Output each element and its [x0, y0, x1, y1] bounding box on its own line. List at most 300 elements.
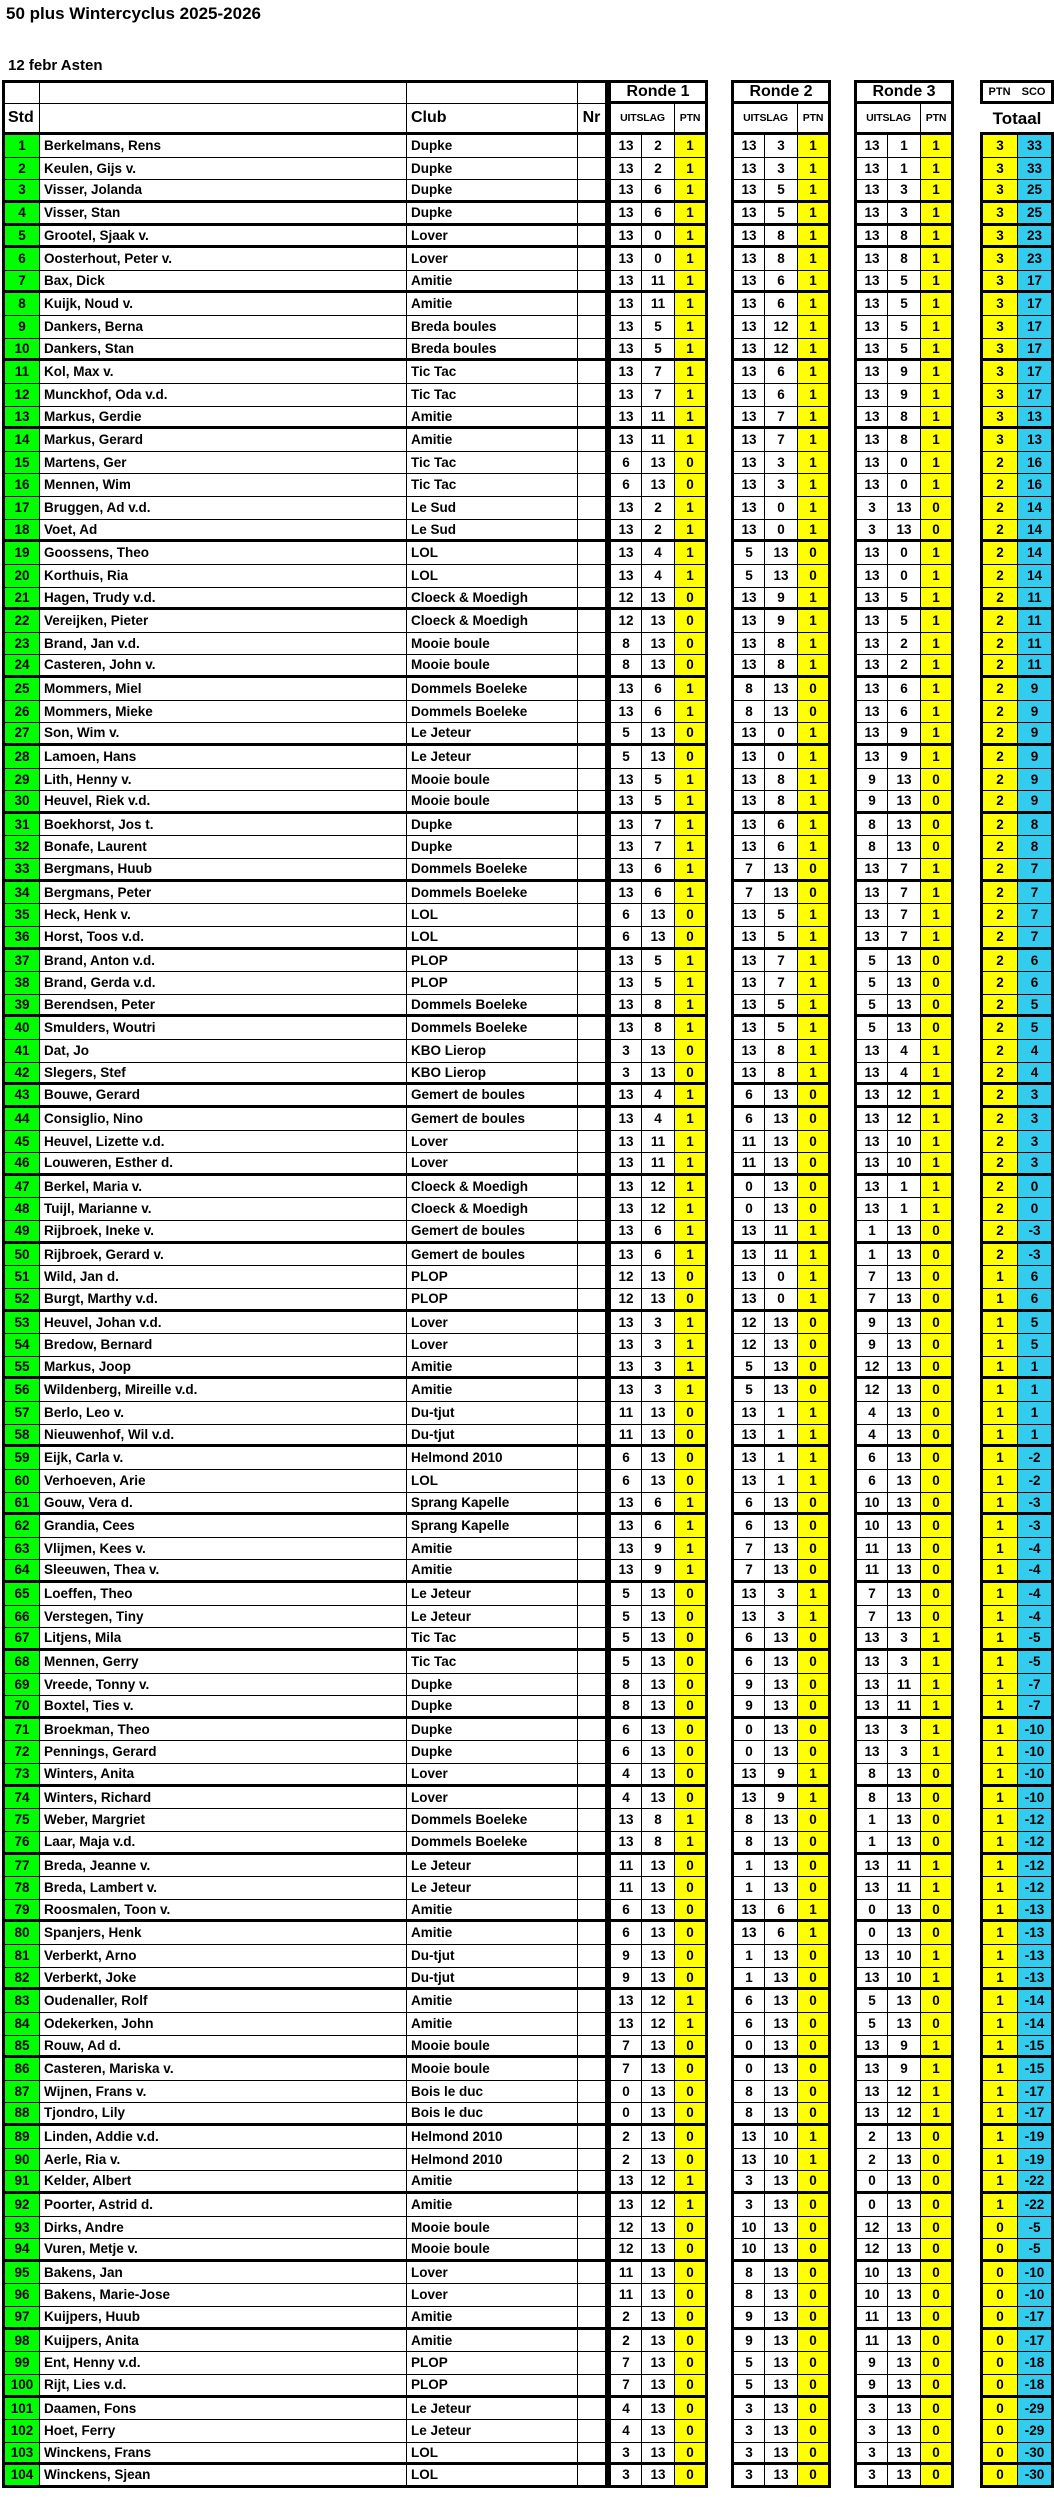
ronde2-ptn-cell: 1 [798, 1017, 831, 1040]
ronde1-ptn-cell: 0 [675, 2330, 708, 2353]
ronde1-uitslag-tegen-cell: 11 [642, 271, 675, 294]
ronde2-uitslag-tegen-cell: 13 [765, 1153, 798, 1176]
ronde1-ptn-cell: 0 [675, 1266, 708, 1289]
std-cell: 11 [2, 361, 40, 384]
totaal-sco-cell: 7 [1018, 904, 1054, 927]
totaal-sco-cell: 25 [1018, 180, 1054, 203]
totaal-ptn-cell: 1 [980, 2058, 1018, 2081]
ronde2-uitslag-tegen-cell: 13 [765, 1131, 798, 1154]
ronde1-ptn-cell: 1 [675, 429, 708, 452]
nr-cell [578, 1017, 608, 1040]
ronde1-ptn-cell: 1 [675, 701, 708, 724]
std-cell: 82 [2, 1968, 40, 1991]
ronde3-uitslag-tegen-cell: 13 [888, 1402, 921, 1425]
club-cell: PLOP [407, 950, 578, 973]
nr-cell [578, 655, 608, 678]
ronde1-uitslag-tegen-cell: 13 [642, 1719, 675, 1742]
ronde1-uitslag-tegen-cell: 13 [642, 2149, 675, 2172]
nr-cell [578, 1447, 608, 1470]
ronde1-uitslag-voor-cell: 9 [608, 1968, 642, 1991]
ronde2-ptn-cell: 1 [798, 452, 831, 475]
nr-cell [578, 610, 608, 633]
ronde3-uitslag-tegen-cell: 13 [888, 2330, 921, 2353]
ronde3-ptn-cell: 0 [921, 791, 954, 814]
ronde3-uitslag-tegen-cell: 13 [888, 1017, 921, 1040]
ronde1-ptn-cell: 0 [675, 1719, 708, 1742]
ronde2-uitslag-voor-cell: 13 [731, 2149, 765, 2172]
ronde3-uitslag-tegen-cell: 13 [888, 1447, 921, 1470]
ronde3-uitslag-tegen-cell: 13 [888, 2126, 921, 2149]
totaal-ptn-cell: 2 [980, 701, 1018, 724]
ronde2-ptn-cell: 1 [798, 746, 831, 769]
ronde1-uitslag-tegen-cell: 13 [642, 1696, 675, 1719]
ronde1-ptn-cell: 1 [675, 1334, 708, 1357]
ronde2-ptn-cell: 1 [798, 407, 831, 430]
ronde1-ptn-cell: 1 [675, 1832, 708, 1855]
ronde3-uitslag-tegen-cell: 8 [888, 429, 921, 452]
ronde3-ptn-cell: 0 [921, 2307, 954, 2330]
ronde1-uitslag-tegen-cell: 13 [642, 1289, 675, 1312]
ronde2-uitslag-voor-cell: 13 [731, 1900, 765, 1923]
ronde2-uitslag-voor-cell: 6 [731, 1085, 765, 1108]
nr-cell [578, 2126, 608, 2149]
std-cell: 88 [2, 2103, 40, 2126]
ronde3-uitslag-voor-cell: 10 [854, 2284, 888, 2307]
ronde3-uitslag-tegen-cell: 13 [888, 2239, 921, 2262]
club-cell: Le Sud [407, 497, 578, 520]
ronde2-ptn-cell: 0 [798, 1493, 831, 1516]
std-cell: 58 [2, 1425, 40, 1448]
ronde1-uitslag-voor-cell: 13 [608, 407, 642, 430]
ronde1-uitslag-tegen-cell: 13 [642, 2081, 675, 2104]
totaal-sco-cell: 9 [1018, 746, 1054, 769]
ronde1-ptn-cell: 1 [675, 882, 708, 905]
ronde3-uitslag-voor-cell: 3 [854, 2398, 888, 2421]
ronde2-uitslag-voor-cell: 8 [731, 2081, 765, 2104]
ronde1-uitslag-voor-cell: 7 [608, 2375, 642, 2398]
name-cell: Kelder, Albert [40, 2171, 407, 2194]
ronde2-uitslag-voor-cell: 13 [731, 1787, 765, 1810]
ronde1-ptn-cell: 0 [675, 1877, 708, 1900]
nr-cell [578, 633, 608, 656]
name-cell: Hoet, Ferry [40, 2420, 407, 2443]
std-cell: 2 [2, 158, 40, 181]
std-cell: 74 [2, 1787, 40, 1810]
name-cell: Heuvel, Johan v.d. [40, 1312, 407, 1335]
std-cell: 93 [2, 2217, 40, 2240]
ronde2-uitslag-tegen-cell: 13 [765, 1696, 798, 1719]
ronde1-uitslag-tegen-cell: 0 [642, 248, 675, 271]
ronde1-uitslag-tegen-cell: 13 [642, 1628, 675, 1651]
ronde1-ptn-cell: 1 [675, 1990, 708, 2013]
ronde1-uitslag-tegen-cell: 6 [642, 859, 675, 882]
ronde3-uitslag-voor-cell: 8 [854, 1787, 888, 1810]
ronde2-ptn-cell: 0 [798, 1085, 831, 1108]
ronde3-uitslag-tegen-cell: 13 [888, 1764, 921, 1787]
name-cell: Rijbroek, Ineke v. [40, 1221, 407, 1244]
ronde1-ptn-cell: 0 [675, 1040, 708, 1063]
ronde3-uitslag-tegen-cell: 13 [888, 2307, 921, 2330]
totaal-sco-cell: -17 [1018, 2330, 1054, 2353]
ronde3-uitslag-tegen-cell: 10 [888, 1131, 921, 1154]
club-cell: Dupke [407, 203, 578, 226]
ronde2-uitslag-tegen-cell: 9 [765, 610, 798, 633]
name-cell: Dirks, Andre [40, 2217, 407, 2240]
ronde3-uitslag-tegen-cell: 1 [888, 158, 921, 181]
ronde1-uitslag-voor-cell: 13 [608, 248, 642, 271]
std-cell: 80 [2, 1922, 40, 1945]
ronde3-ptn-cell: 1 [921, 407, 954, 430]
ronde3-uitslag-voor-cell: 13 [854, 1674, 888, 1697]
ronde3-uitslag-tegen-cell: 5 [888, 588, 921, 611]
ronde2-ptn-cell: 0 [798, 1945, 831, 1968]
ronde2-uitslag-tegen-cell: 3 [765, 1583, 798, 1606]
name-cell: Poorter, Astrid d. [40, 2194, 407, 2217]
ronde2-uitslag-tegen-cell: 12 [765, 316, 798, 339]
ronde1-uitslag-tegen-cell: 13 [642, 2375, 675, 2398]
ronde1-uitslag-tegen-cell: 13 [642, 1606, 675, 1629]
ronde1-uitslag-tegen-cell: 12 [642, 2171, 675, 2194]
totaal-sco-cell: -7 [1018, 1674, 1054, 1697]
ronde3-uitslag-tegen-cell: 1 [888, 135, 921, 158]
ronde1-uitslag-voor-cell: 2 [608, 2126, 642, 2149]
ronde3-ptn-cell: 1 [921, 1176, 954, 1199]
ronde1-uitslag-voor-cell: 2 [608, 2307, 642, 2330]
ronde3-uitslag-voor-cell: 10 [854, 1515, 888, 1538]
ronde1-ptn-cell: 1 [675, 1108, 708, 1131]
ronde3-uitslag-voor-cell: 9 [854, 1334, 888, 1357]
totaal-ptn-cell: 1 [980, 1900, 1018, 1923]
club-cell: Bois le duc [407, 2103, 578, 2126]
ronde2-uitslag-voor-cell: 13 [731, 723, 765, 746]
ronde2-uitslag-voor-cell: 12 [731, 1312, 765, 1335]
ronde3-ptn-cell: 1 [921, 542, 954, 565]
ronde3-uitslag-tegen-cell: 11 [888, 1877, 921, 1900]
nr-cell [578, 723, 608, 746]
nr-cell [578, 814, 608, 837]
std-cell: 75 [2, 1809, 40, 1832]
ronde2-uitslag-voor-cell: 6 [731, 1493, 765, 1516]
totaal-sco-cell: -5 [1018, 2217, 1054, 2240]
ronde2-uitslag-tegen-cell: 11 [765, 1244, 798, 1267]
ronde1-ptn-cell: 1 [675, 361, 708, 384]
totaal-ptn-cell: 1 [980, 1402, 1018, 1425]
ronde3-uitslag-voor-cell: 13 [854, 407, 888, 430]
ronde3-ptn-cell: 1 [921, 904, 954, 927]
ronde2-ptn-cell: 1 [798, 1764, 831, 1787]
totaal-sco-cell: 4 [1018, 1063, 1054, 1086]
ronde1-ptn-cell: 1 [675, 791, 708, 814]
totaal-ptn-cell: 1 [980, 1515, 1018, 1538]
totaal-sco-cell: -12 [1018, 1877, 1054, 1900]
ronde2-uitslag-tegen-cell: 9 [765, 1787, 798, 1810]
nr-cell [578, 2375, 608, 2398]
ronde2-ptn-cell: 0 [798, 2171, 831, 2194]
club-cell: Mooie boule [407, 2036, 578, 2059]
ronde2-uitslag-voor-cell: 13 [731, 1447, 765, 1470]
std-cell: 104 [2, 2465, 40, 2488]
ronde1-uitslag-tegen-cell: 13 [642, 1402, 675, 1425]
ronde2-ptn-cell: 1 [798, 1425, 831, 1448]
totaal-ptn-cell: 1 [980, 1809, 1018, 1832]
ronde2-uitslag-tegen-cell: 13 [765, 542, 798, 565]
club-cell: Dommels Boeleke [407, 1809, 578, 1832]
ronde1-uitslag-voor-cell: 13 [608, 1809, 642, 1832]
nr-cell [578, 950, 608, 973]
totaal-sco-cell: 9 [1018, 791, 1054, 814]
ronde3-uitslag-tegen-cell: 7 [888, 904, 921, 927]
totaal-ptn-cell: 2 [980, 1221, 1018, 1244]
ronde3-uitslag-tegen-cell: 13 [888, 995, 921, 1018]
nr-cell [578, 2307, 608, 2330]
ronde3-uitslag-voor-cell: 4 [854, 1425, 888, 1448]
header-blank-nr [578, 80, 608, 104]
ronde3-uitslag-voor-cell: 13 [854, 701, 888, 724]
ronde2-ptn-cell: 1 [798, 588, 831, 611]
ronde1-uitslag-voor-cell: 13 [608, 859, 642, 882]
ronde2-uitslag-voor-cell: 13 [731, 158, 765, 181]
ronde1-uitslag-voor-cell: 13 [608, 520, 642, 543]
ronde1-uitslag-tegen-cell: 13 [642, 2239, 675, 2262]
nr-cell [578, 1379, 608, 1402]
ronde1-ptn-cell: 1 [675, 1176, 708, 1199]
ronde1-uitslag-voor-cell: 8 [608, 655, 642, 678]
ronde2-ptn-cell: 1 [798, 474, 831, 497]
std-cell: 7 [2, 271, 40, 294]
club-cell: Helmond 2010 [407, 2126, 578, 2149]
ronde1-uitslag-voor-cell: 3 [608, 2443, 642, 2466]
ronde3-ptn-cell: 0 [921, 1221, 954, 1244]
club-cell: Dupke [407, 1719, 578, 1742]
ronde1-uitslag-voor-cell: 12 [608, 2239, 642, 2262]
nr-cell [578, 1040, 608, 1063]
ronde3-uitslag-voor-cell: 6 [854, 1470, 888, 1493]
ronde2-uitslag-tegen-cell: 6 [765, 384, 798, 407]
name-cell: Heck, Henk v. [40, 904, 407, 927]
ronde3-uitslag-voor-cell: 7 [854, 1583, 888, 1606]
ronde3-uitslag-tegen-cell: 13 [888, 2284, 921, 2307]
ronde3-ptn-cell: 1 [921, 180, 954, 203]
ronde3-uitslag-tegen-cell: 13 [888, 2352, 921, 2375]
totaal-ptn-cell: 0 [980, 2307, 1018, 2330]
ronde1-uitslag-tegen-cell: 13 [642, 2284, 675, 2307]
ronde3-ptn-cell: 0 [921, 1809, 954, 1832]
ronde3-uitslag-tegen-cell: 13 [888, 2149, 921, 2172]
ronde1-uitslag-voor-cell: 11 [608, 2262, 642, 2285]
nr-cell [578, 791, 608, 814]
ronde2-uitslag-voor-cell: 11 [731, 1153, 765, 1176]
club-cell: Tic Tac [407, 452, 578, 475]
ronde2-uitslag-tegen-cell: 13 [765, 882, 798, 905]
ronde3-uitslag-voor-cell: 5 [854, 1990, 888, 2013]
ronde3-ptn-cell: 1 [921, 293, 954, 316]
ronde2-uitslag-voor-cell: 0 [731, 1741, 765, 1764]
ronde3-uitslag-voor-cell: 8 [854, 836, 888, 859]
ronde1-uitslag-tegen-cell: 9 [642, 1538, 675, 1561]
name-cell: Vlijmen, Kees v. [40, 1538, 407, 1561]
name-cell: Berkel, Maria v. [40, 1176, 407, 1199]
ronde3-ptn-cell: 1 [921, 588, 954, 611]
nr-cell [578, 1855, 608, 1878]
ronde1-ptn-cell: 0 [675, 2149, 708, 2172]
ronde1-uitslag-voor-cell: 13 [608, 1085, 642, 1108]
ronde2-ptn-cell: 1 [798, 836, 831, 859]
ronde3-uitslag-tegen-cell: 3 [888, 1628, 921, 1651]
ronde3-uitslag-tegen-cell: 4 [888, 1040, 921, 1063]
ronde2-uitslag-tegen-cell: 3 [765, 158, 798, 181]
ronde3-uitslag-voor-cell: 7 [854, 1266, 888, 1289]
ronde1-uitslag-tegen-cell: 13 [642, 1583, 675, 1606]
totaal-ptn-cell: 2 [980, 1244, 1018, 1267]
nr-cell [578, 2081, 608, 2104]
ronde3-uitslag-voor-cell: 3 [854, 497, 888, 520]
totaal-ptn-cell: 1 [980, 1312, 1018, 1335]
totaal-ptn-cell: 3 [980, 271, 1018, 294]
nr-cell [578, 1493, 608, 1516]
ronde2-ptn-cell: 1 [798, 1266, 831, 1289]
ronde1-ptn-cell: 1 [675, 2194, 708, 2217]
ronde3-uitslag-tegen-cell: 5 [888, 293, 921, 316]
ronde1-uitslag-voor-cell: 5 [608, 1606, 642, 1629]
ronde3-uitslag-tegen-cell: 8 [888, 248, 921, 271]
nr-cell [578, 226, 608, 249]
ronde3-uitslag-tegen-cell: 12 [888, 1108, 921, 1131]
ronde3-ptn-cell: 0 [921, 2013, 954, 2036]
ronde3-uitslag-tegen-cell: 13 [888, 1787, 921, 1810]
ronde3-uitslag-tegen-cell: 13 [888, 1809, 921, 1832]
ronde3-ptn-cell: 1 [921, 1198, 954, 1221]
totaal-sco-cell: -17 [1018, 2307, 1054, 2330]
std-cell: 89 [2, 2126, 40, 2149]
ronde1-uitslag-tegen-cell: 8 [642, 1017, 675, 1040]
name-cell: Berendsen, Peter [40, 995, 407, 1018]
ronde1-ptn-cell: 0 [675, 655, 708, 678]
club-cell: Amitie [407, 271, 578, 294]
ronde2-ptn-cell: 1 [798, 1244, 831, 1267]
nr-cell [578, 1832, 608, 1855]
totaal-ptn-cell: 1 [980, 1289, 1018, 1312]
ronde1-ptn-cell: 1 [675, 1198, 708, 1221]
ronde3-uitslag-tegen-cell: 13 [888, 814, 921, 837]
totaal-ptn-cell: 0 [980, 2330, 1018, 2353]
ronde2-ptn-cell: 1 [798, 361, 831, 384]
ronde3-uitslag-tegen-cell: 13 [888, 1289, 921, 1312]
ronde1-ptn-cell: 1 [675, 995, 708, 1018]
ronde2-uitslag-voor-cell: 13 [731, 904, 765, 927]
totaal-sco-cell: -12 [1018, 1832, 1054, 1855]
std-cell: 20 [2, 565, 40, 588]
ronde1-uitslag-voor-cell: 13 [608, 339, 642, 362]
ronde1-uitslag-tegen-cell: 13 [642, 2036, 675, 2059]
ronde3-uitslag-tegen-cell: 7 [888, 927, 921, 950]
ronde3-uitslag-tegen-cell: 12 [888, 1085, 921, 1108]
ronde1-uitslag-voor-cell: 6 [608, 904, 642, 927]
ronde2-uitslag-voor-cell: 13 [731, 1017, 765, 1040]
totaal-sco-cell: -18 [1018, 2375, 1054, 2398]
ronde2-ptn-cell: 0 [798, 565, 831, 588]
ronde3-uitslag-voor-cell: 13 [854, 316, 888, 339]
totaal-sco-cell: 9 [1018, 723, 1054, 746]
totaal-sco-cell: 11 [1018, 655, 1054, 678]
ronde3-uitslag-voor-cell: 13 [854, 1040, 888, 1063]
name-cell: Martens, Ger [40, 452, 407, 475]
std-cell: 81 [2, 1945, 40, 1968]
club-cell: Lover [407, 1312, 578, 1335]
ronde1-ptn-cell: 0 [675, 2058, 708, 2081]
name-cell: Burgt, Marthy v.d. [40, 1289, 407, 1312]
totaal-sco-cell: -29 [1018, 2420, 1054, 2443]
totaal-ptn-cell: 1 [980, 1379, 1018, 1402]
nr-cell [578, 497, 608, 520]
ronde1-uitslag-voor-cell: 13 [608, 1560, 642, 1583]
totaal-ptn-cell: 0 [980, 2239, 1018, 2262]
ronde1-uitslag-voor-cell: 12 [608, 610, 642, 633]
ronde2-ptn-cell: 0 [798, 542, 831, 565]
ronde3-uitslag-voor-cell: 12 [854, 1379, 888, 1402]
ronde3-uitslag-tegen-cell: 13 [888, 2420, 921, 2443]
name-cell: Visser, Jolanda [40, 180, 407, 203]
ronde2-uitslag-voor-cell: 13 [731, 633, 765, 656]
club-cell: Mooie boule [407, 2217, 578, 2240]
totaal-ptn-cell: 2 [980, 882, 1018, 905]
ronde3-uitslag-tegen-cell: 5 [888, 339, 921, 362]
ronde1-uitslag-tegen-cell: 12 [642, 1176, 675, 1199]
ronde3-uitslag-voor-cell: 0 [854, 2171, 888, 2194]
name-cell: Casteren, John v. [40, 655, 407, 678]
nr-cell [578, 1402, 608, 1425]
ronde2-uitslag-tegen-cell: 13 [765, 1651, 798, 1674]
std-cell: 29 [2, 769, 40, 792]
nr-cell [578, 882, 608, 905]
ronde3-ptn-cell: 0 [921, 520, 954, 543]
std-cell: 45 [2, 1131, 40, 1154]
totaal-sco-cell: 14 [1018, 542, 1054, 565]
nr-cell [578, 1357, 608, 1380]
std-cell: 42 [2, 1063, 40, 1086]
ronde3-uitslag-tegen-cell: 10 [888, 1968, 921, 1991]
ronde3-uitslag-tegen-cell: 9 [888, 723, 921, 746]
totaal-sco-cell: 17 [1018, 271, 1054, 294]
club-cell: Amitie [407, 2171, 578, 2194]
ronde2-ptn-cell: 0 [798, 1334, 831, 1357]
ronde1-uitslag-tegen-cell: 11 [642, 293, 675, 316]
ronde2-ptn-cell: 1 [798, 293, 831, 316]
nr-cell [578, 1153, 608, 1176]
club-cell: Tic Tac [407, 1651, 578, 1674]
ronde3-uitslag-tegen-cell: 13 [888, 2443, 921, 2466]
ronde3-ptn-cell: 0 [921, 972, 954, 995]
totaal-sco-cell: -17 [1018, 2103, 1054, 2126]
club-cell: Amitie [407, 2194, 578, 2217]
totaal-sco-cell: 1 [1018, 1402, 1054, 1425]
ronde1-ptn-cell: 0 [675, 723, 708, 746]
header-uitslag-3: UITSLAG [854, 104, 921, 135]
nr-cell [578, 1696, 608, 1719]
ronde1-ptn-cell: 1 [675, 1560, 708, 1583]
ronde1-uitslag-tegen-cell: 13 [642, 588, 675, 611]
ronde2-uitslag-voor-cell: 11 [731, 1131, 765, 1154]
ronde1-uitslag-voor-cell: 11 [608, 1855, 642, 1878]
nr-cell [578, 1515, 608, 1538]
ronde3-ptn-cell: 0 [921, 1787, 954, 1810]
ronde2-ptn-cell: 0 [798, 1674, 831, 1697]
ronde2-uitslag-voor-cell: 7 [731, 1560, 765, 1583]
nr-cell [578, 588, 608, 611]
ronde2-ptn-cell: 0 [798, 1877, 831, 1900]
ronde1-uitslag-tegen-cell: 3 [642, 1379, 675, 1402]
ronde2-uitslag-voor-cell: 13 [731, 610, 765, 633]
name-cell: Eijk, Carla v. [40, 1447, 407, 1470]
